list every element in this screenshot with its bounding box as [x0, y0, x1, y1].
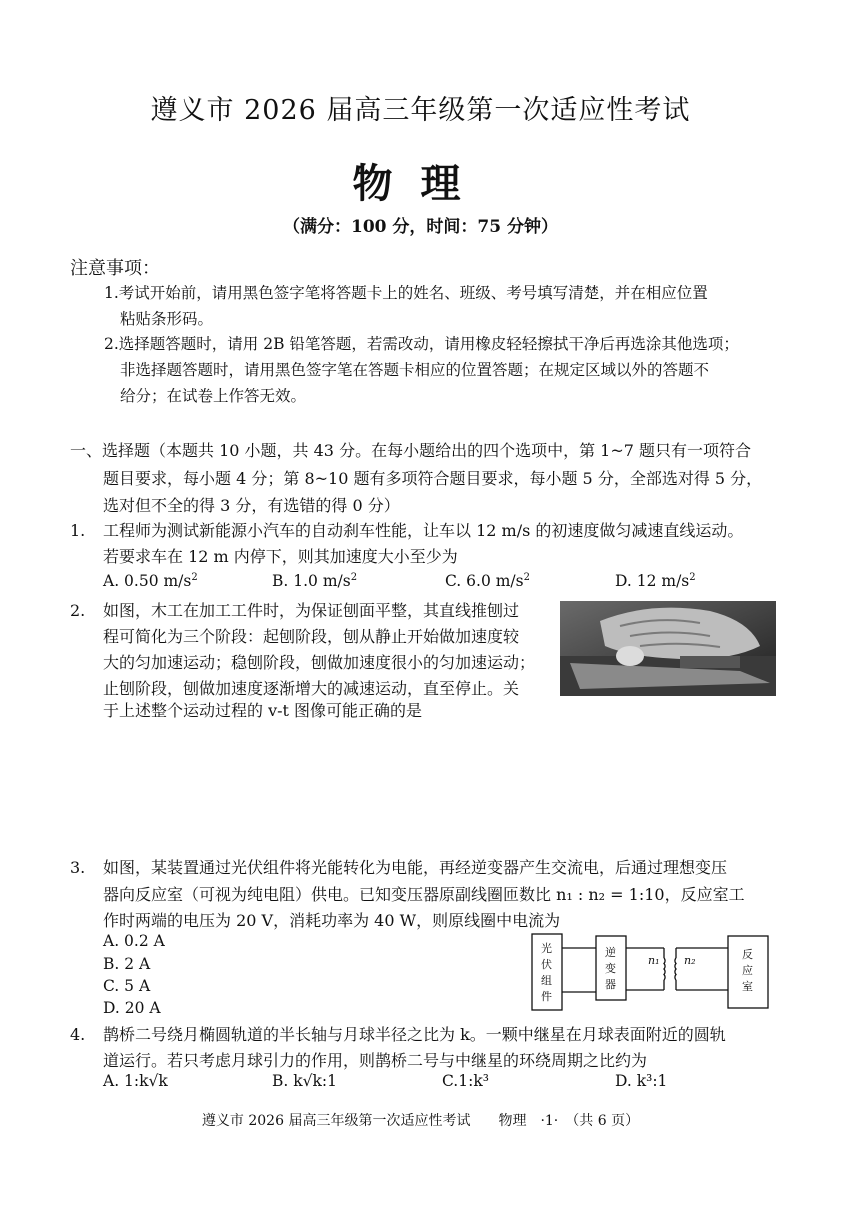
q1-stem-line-2: 若要求车在 12 m 内停下，则其加速度大小至少为: [103, 547, 458, 566]
q2-stem-line-5: 于上述整个运动过程的 v-t 图像可能正确的是: [103, 701, 423, 720]
reactor-box-label: 室: [742, 980, 753, 993]
q2-stem-line-2: 程可简化为三个阶段：起刨阶段，刨从静止开始做加速度较: [103, 627, 520, 646]
question-number: 1.: [70, 521, 86, 540]
notice-item-1-line-1: 1.考试开始前，请用黑色签字笔将答题卡上的姓名、班级、考号填写清楚，并在相应位置: [104, 284, 708, 302]
exam-title: 遵义市 2026 届高三年级第一次适应性考试: [150, 95, 691, 126]
q2-stem-line-1: 如图，木工在加工工件时，为保证刨面平整，其直线推刨过: [103, 601, 520, 620]
q4-stem-line-2: 道运行。若只考虑月球引力的作用，则鹊桥二号与中继星的环绕周期之比约为: [103, 1051, 648, 1070]
superscript: 2: [689, 572, 696, 583]
superscript: 2: [191, 572, 198, 583]
page-footer: 遵义市 2026 届高三年级第一次适应性考试 物理 ·1· （共 6 页）: [201, 1113, 640, 1129]
notice-item-2-line-1: 2.选择题答题时，请用 2B 铅笔答题，若需改动，请用橡皮轻轻擦拭干净后再选涂其他选项；: [104, 335, 739, 353]
vt-graphs: [110, 722, 790, 850]
q1-option-b[interactable]: [272, 572, 357, 590]
woodworking-photo: [560, 601, 776, 696]
q3-option-c[interactable]: C. 5 A: [103, 977, 151, 995]
pv-box-label: 件: [541, 990, 552, 1003]
q4-stem-line-1: 鹊桥二号绕月椭圆轨道的半长轴与月球半径之比为 k。一颗中继星在月球表面附近的圆轨: [103, 1025, 726, 1044]
reactor-box-label: 应: [742, 964, 753, 977]
q4-option-b[interactable]: B. k√k:1: [272, 1072, 337, 1090]
q3-option-a[interactable]: A. 0.2 A: [103, 932, 165, 950]
pv-box-label: 光: [541, 942, 552, 955]
q3-stem-line-2: 器向反应室（可视为纯电阻）供电。已知变压器原副线圈匝数比 n₁ : n₂ = 1:10，反应室工: [103, 885, 745, 904]
inverter-box-label: 器: [605, 978, 616, 991]
q3-stem-line-1: 如图，某装置通过光伏组件将光能转化为电能，再经逆变器产生交流电，后通过理想变压: [103, 858, 728, 877]
reactor-box-label: 反: [742, 948, 753, 961]
notice-item-2-line-2: 非选择题答题时，请用黑色签字笔在答题卡相应的位置答题；在规定区域以外的答题不: [120, 361, 710, 379]
q1-option-c-text: C. 6.0 m/s: [445, 572, 524, 591]
q2-stem-line-3: 大的匀加速运动；稳刨阶段，刨做加速度很小的匀加速运动；: [103, 653, 536, 672]
subject-title: 物理: [352, 160, 489, 207]
q1-stem-line-1: 工程师为测试新能源小汽车的自动刹车性能，让车以 12 m/s 的初速度做匀减速直线运动。: [103, 521, 744, 540]
notice-item-2-line-3: 给分；在试卷上作答无效。: [120, 387, 307, 405]
q3-option-b[interactable]: B. 2 A: [103, 955, 151, 973]
question-number: 3.: [70, 858, 86, 877]
q1-option-a-text: A. 0.50 m/s: [103, 572, 192, 591]
n2-label: n₂: [684, 954, 696, 967]
q3-option-d[interactable]: D. 20 A: [103, 999, 161, 1017]
exam-info: （满分：100 分，时间：75 分钟）: [283, 217, 558, 237]
q1-option-d-text: D. 12 m/s: [615, 572, 690, 591]
q4-option-d[interactable]: D. k³:1: [615, 1072, 668, 1090]
q1-option-b-text: B. 1.0 m/s: [272, 572, 351, 591]
section-1-line-1: 一、选择题（本题共 10 小题，共 43 分。在每小题给出的四个选项中，第 1~7 题只有一项符合: [70, 441, 752, 460]
power-circuit-diagram: [528, 928, 776, 1016]
q4-option-a[interactable]: A. 1:k√k: [103, 1072, 168, 1090]
inverter-box-label: 逆: [605, 946, 616, 959]
n1-label: n₁: [648, 954, 660, 967]
q1-option-d[interactable]: [615, 572, 696, 590]
pv-box-label: 组: [541, 974, 552, 987]
q2-stem-line-4: 止刨阶段，刨做加速度逐渐增大的减速运动，直至停止。关: [103, 679, 520, 698]
q1-option-a[interactable]: [103, 572, 198, 590]
superscript: 2: [523, 572, 530, 583]
inverter-box-label: 变: [605, 962, 616, 975]
section-1-line-2: 题目要求，每小题 4 分；第 8~10 题有多项符合题目要求，每小题 5 分，全部选对得 5 分，: [103, 469, 763, 488]
section-1-line-3: 选对但不全的得 3 分，有选错的得 0 分）: [103, 496, 400, 515]
q4-option-c[interactable]: C.1:k³: [442, 1072, 489, 1090]
question-number: 2.: [70, 601, 86, 620]
notice-item-1-line-2: 粘贴条形码。: [120, 310, 214, 328]
superscript: 2: [350, 572, 358, 583]
question-number: 4.: [70, 1025, 86, 1044]
q1-option-c[interactable]: [445, 572, 530, 590]
q3-stem-line-3: 作时两端的电压为 20 V，消耗功率为 40 W，则原线圈中电流为: [103, 911, 561, 930]
notice-heading: 注意事项：: [70, 258, 160, 279]
pv-box-label: 伏: [541, 958, 552, 971]
